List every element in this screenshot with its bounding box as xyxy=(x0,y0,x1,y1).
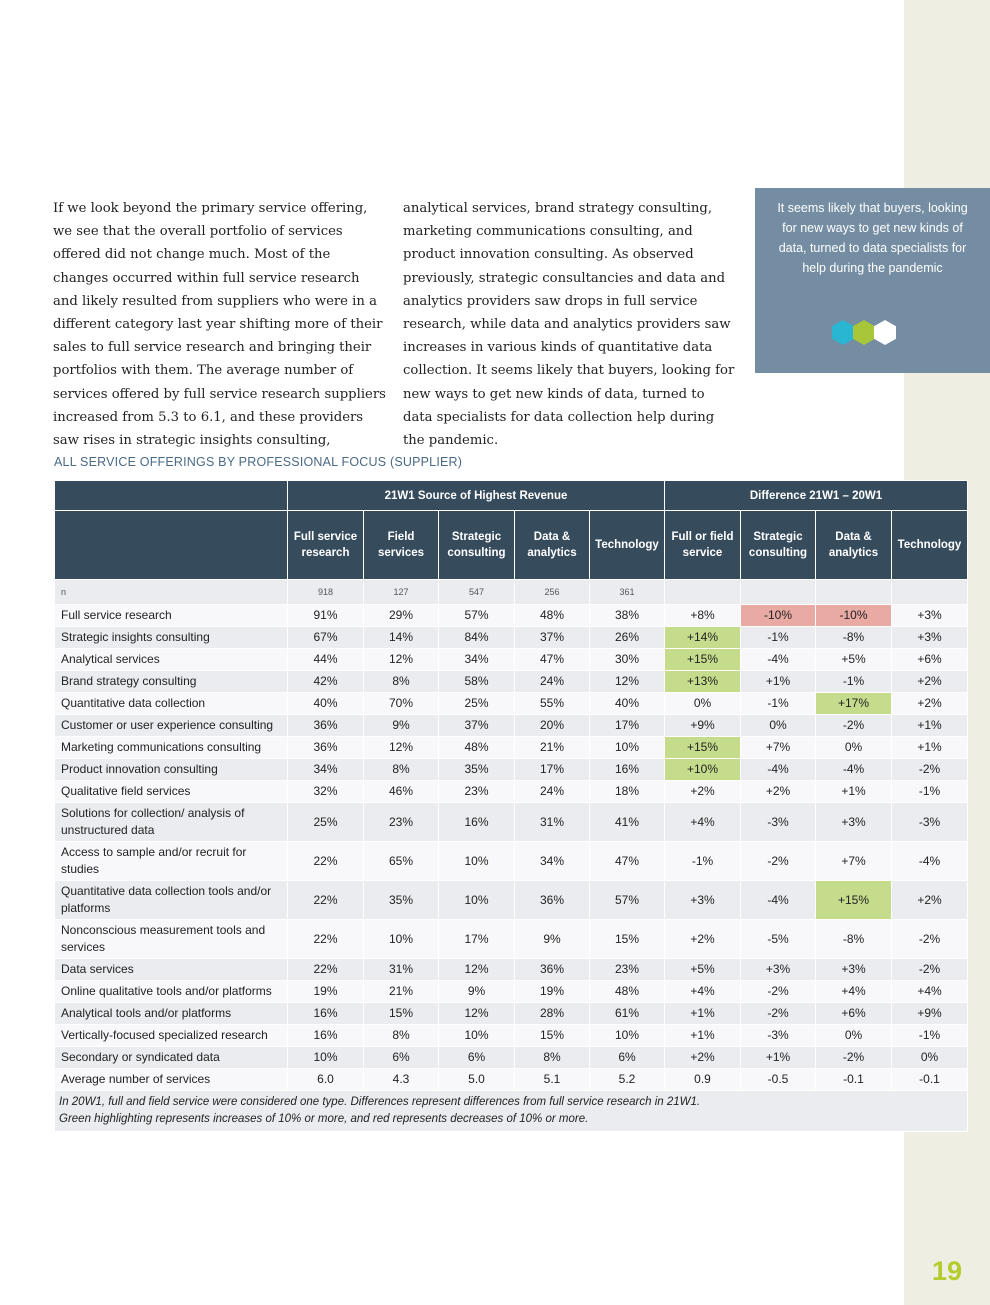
table-row xyxy=(55,981,968,1003)
table-row xyxy=(55,605,968,627)
table-cell: 10% xyxy=(590,737,665,759)
row-label: Analytical tools and/or platforms xyxy=(55,1003,288,1025)
column-header: Data & analytics xyxy=(816,511,892,580)
table-cell: 24% xyxy=(515,671,590,693)
row-label: Online qualitative tools and/or platforms xyxy=(55,981,288,1003)
table-cell: 23% xyxy=(590,959,665,981)
table-cell: -5% xyxy=(741,920,816,959)
table-cell: 8% xyxy=(515,1047,590,1069)
table-cell: 29% xyxy=(364,605,439,627)
hexagon-icon xyxy=(832,320,854,345)
row-label: Strategic insights consulting xyxy=(55,627,288,649)
table-cell: 12% xyxy=(364,737,439,759)
table-cell: +1% xyxy=(665,1003,741,1025)
table-cell: -1% xyxy=(741,627,816,649)
table-cell: 19% xyxy=(288,981,364,1003)
table-cell: +2% xyxy=(892,671,968,693)
table-cell: 36% xyxy=(288,737,364,759)
table-cell: -2% xyxy=(741,842,816,881)
table-cell: -8% xyxy=(816,627,892,649)
table-cell: 9% xyxy=(515,920,590,959)
table-cell: 15% xyxy=(364,1003,439,1025)
table-cell: 30% xyxy=(590,649,665,671)
row-label-header xyxy=(55,511,288,580)
table-cell: -0.1 xyxy=(892,1069,968,1091)
table-cell: +3% xyxy=(665,881,741,920)
table-row xyxy=(55,1047,968,1069)
table-cell: +2% xyxy=(892,693,968,715)
table-cell: 10% xyxy=(439,1025,515,1047)
column-header: Full service research xyxy=(288,511,364,580)
table-cell: 37% xyxy=(515,627,590,649)
table-cell: 36% xyxy=(288,715,364,737)
table-cell: 58% xyxy=(439,671,515,693)
table-cell: 36% xyxy=(515,881,590,920)
table-cell: 70% xyxy=(364,693,439,715)
table-cell: 65% xyxy=(364,842,439,881)
table-cell: 15% xyxy=(515,1025,590,1047)
table-cell: 35% xyxy=(364,881,439,920)
table-cell: 31% xyxy=(515,803,590,842)
table-note: In 20W1, full and field service were considered one type. Differences represent differences from full service research in 21W1. xyxy=(59,1096,701,1108)
group-header-difference: Difference 21W1 – 20W1 xyxy=(665,481,968,511)
table-cell: 26% xyxy=(590,627,665,649)
table-cell: +10% xyxy=(665,759,741,781)
table-cell: 48% xyxy=(439,737,515,759)
table-cell: 38% xyxy=(590,605,665,627)
table-cell: 42% xyxy=(288,671,364,693)
row-label: Solutions for collection/ analysis of unstructured data xyxy=(55,803,288,842)
table-cell: -1% xyxy=(741,693,816,715)
table-cell: 40% xyxy=(288,693,364,715)
table-cell: +4% xyxy=(892,981,968,1003)
sample-size-row xyxy=(55,580,968,605)
table-cell: -0.5 xyxy=(741,1069,816,1091)
table-cell: -3% xyxy=(741,803,816,842)
row-label: Customer or user experience consulting xyxy=(55,715,288,737)
table-cell: 10% xyxy=(364,920,439,959)
table-cell: +1% xyxy=(741,671,816,693)
table-cell: 19% xyxy=(515,981,590,1003)
row-label: Average number of services xyxy=(55,1069,288,1091)
table-cell: 9% xyxy=(364,715,439,737)
table-cell: +6% xyxy=(816,1003,892,1025)
table-row xyxy=(55,671,968,693)
table-row xyxy=(55,759,968,781)
n-value: 256 xyxy=(515,580,590,605)
table-cell: 24% xyxy=(515,781,590,803)
column-header: Data & analytics xyxy=(515,511,590,580)
n-value xyxy=(741,580,816,605)
n-value: 918 xyxy=(288,580,364,605)
table-cell: 5.2 xyxy=(590,1069,665,1091)
table-cell: 31% xyxy=(364,959,439,981)
table-row xyxy=(55,881,968,920)
table-cell: -1% xyxy=(892,781,968,803)
table-cell: -2% xyxy=(892,959,968,981)
table-cell: 17% xyxy=(590,715,665,737)
n-value xyxy=(816,580,892,605)
table-cell: 16% xyxy=(288,1003,364,1025)
table-cell: +2% xyxy=(665,781,741,803)
table-cell: 28% xyxy=(515,1003,590,1025)
table-row xyxy=(55,1025,968,1047)
table-cell: +1% xyxy=(892,737,968,759)
table-cell: -4% xyxy=(892,842,968,881)
table-cell: +14% xyxy=(665,627,741,649)
table-cell: 23% xyxy=(364,803,439,842)
table-cell: +15% xyxy=(816,881,892,920)
table-cell: 23% xyxy=(439,781,515,803)
table-cell: +5% xyxy=(665,959,741,981)
row-label: Vertically-focused specialized research xyxy=(55,1025,288,1047)
table-cell: 57% xyxy=(590,881,665,920)
n-value: 361 xyxy=(590,580,665,605)
table-cell: -1% xyxy=(665,842,741,881)
table-cell: -10% xyxy=(816,605,892,627)
column-header: Full or field service xyxy=(665,511,741,580)
table-cell: 16% xyxy=(439,803,515,842)
table-cell: 20% xyxy=(515,715,590,737)
column-header: Technology xyxy=(590,511,665,580)
table-cell: 10% xyxy=(590,1025,665,1047)
table-cell: 12% xyxy=(364,649,439,671)
table-row xyxy=(55,649,968,671)
table-cell: -1% xyxy=(892,1025,968,1047)
table-cell: +3% xyxy=(892,605,968,627)
table-cell: 10% xyxy=(439,881,515,920)
table-cell: 48% xyxy=(515,605,590,627)
table-notes xyxy=(55,1091,968,1132)
table-cell: +5% xyxy=(816,649,892,671)
table-cell: +1% xyxy=(816,781,892,803)
table-cell: +8% xyxy=(665,605,741,627)
row-label: Secondary or syndicated data xyxy=(55,1047,288,1069)
table-cell: 25% xyxy=(288,803,364,842)
table-cell: 46% xyxy=(364,781,439,803)
row-label: Access to sample and/or recruit for studies xyxy=(55,842,288,881)
table-cell: 0% xyxy=(665,693,741,715)
row-label: Nonconscious measurement tools and services xyxy=(55,920,288,959)
body-text-column-2: analytical services, brand strategy consulting, marketing communications consulting, and product innovation consulting. As observed previously, strategic consultancies and data and analytics providers saw drops in full service research, while data and analytics providers saw increases in various kinds of quantitative data collection. It seems likely that buyers, looking for new ways to get new kinds of data, turned to data specialists for data collection help during the pandemic. xyxy=(403,201,735,449)
table-cell: +7% xyxy=(741,737,816,759)
row-label: Quantitative data collection xyxy=(55,693,288,715)
n-value xyxy=(665,580,741,605)
table-cell: +2% xyxy=(892,881,968,920)
column-header: Field services xyxy=(364,511,439,580)
table-cell: 48% xyxy=(590,981,665,1003)
table-cell: 17% xyxy=(515,759,590,781)
table-cell: +2% xyxy=(741,781,816,803)
n-value xyxy=(892,580,968,605)
corner-header xyxy=(55,481,288,511)
column-header: Strategic consulting xyxy=(741,511,816,580)
n-value: 127 xyxy=(364,580,439,605)
table-row xyxy=(55,1003,968,1025)
table-cell: 5.0 xyxy=(439,1069,515,1091)
table-cell: 21% xyxy=(364,981,439,1003)
table-cell: 8% xyxy=(364,671,439,693)
table-cell: +1% xyxy=(665,1025,741,1047)
table-cell: +6% xyxy=(892,649,968,671)
table-cell: 6% xyxy=(364,1047,439,1069)
table-cell: -2% xyxy=(816,715,892,737)
table-cell: +3% xyxy=(892,627,968,649)
table-cell: 0% xyxy=(741,715,816,737)
table-cell: -2% xyxy=(892,920,968,959)
hexagon-icon xyxy=(874,320,896,345)
table-cell: 8% xyxy=(364,759,439,781)
table-cell: +1% xyxy=(741,1047,816,1069)
table-cell: +4% xyxy=(665,981,741,1003)
table-cell: 12% xyxy=(439,1003,515,1025)
table-cell: 55% xyxy=(515,693,590,715)
table-cell: 22% xyxy=(288,920,364,959)
table-cell: -4% xyxy=(816,759,892,781)
table-cell: 6% xyxy=(590,1047,665,1069)
table-cell: +2% xyxy=(665,1047,741,1069)
table-cell: +4% xyxy=(665,803,741,842)
row-label: Data services xyxy=(55,959,288,981)
table-cell: 32% xyxy=(288,781,364,803)
table-cell: 57% xyxy=(439,605,515,627)
row-label: Product innovation consulting xyxy=(55,759,288,781)
table-cell: +15% xyxy=(665,737,741,759)
table-cell: 6% xyxy=(439,1047,515,1069)
table-cell: 22% xyxy=(288,959,364,981)
table-cell: +9% xyxy=(665,715,741,737)
n-value: 547 xyxy=(439,580,515,605)
table-cell: -2% xyxy=(741,1003,816,1025)
table-row xyxy=(55,842,968,881)
table-cell: +3% xyxy=(816,959,892,981)
table-cell: 15% xyxy=(590,920,665,959)
table-cell: +3% xyxy=(816,803,892,842)
table-cell: 35% xyxy=(439,759,515,781)
table-row xyxy=(55,737,968,759)
table-cell: +1% xyxy=(892,715,968,737)
table-cell: 14% xyxy=(364,627,439,649)
table-row xyxy=(55,693,968,715)
table-cell: -8% xyxy=(816,920,892,959)
table-cell: 17% xyxy=(439,920,515,959)
table-cell: +7% xyxy=(816,842,892,881)
table-cell: 10% xyxy=(439,842,515,881)
table-cell: 18% xyxy=(590,781,665,803)
table-cell: +15% xyxy=(665,649,741,671)
table-cell: 34% xyxy=(288,759,364,781)
table-cell: 22% xyxy=(288,842,364,881)
table-cell: 67% xyxy=(288,627,364,649)
table-cell: +13% xyxy=(665,671,741,693)
table-cell: -4% xyxy=(741,881,816,920)
row-label: Analytical services xyxy=(55,649,288,671)
row-label: Brand strategy consulting xyxy=(55,671,288,693)
table-cell: 25% xyxy=(439,693,515,715)
table-cell: 36% xyxy=(515,959,590,981)
row-label: Full service research xyxy=(55,605,288,627)
table-cell: 91% xyxy=(288,605,364,627)
table-row xyxy=(55,781,968,803)
column-header: Technology xyxy=(892,511,968,580)
table-row xyxy=(55,803,968,842)
table-cell: -2% xyxy=(892,759,968,781)
table-cell: -3% xyxy=(741,1025,816,1047)
group-header-revenue: 21W1 Source of Highest Revenue xyxy=(288,481,665,511)
table-cell: 16% xyxy=(590,759,665,781)
table-cell: +17% xyxy=(816,693,892,715)
table-cell: 34% xyxy=(439,649,515,671)
table-cell: 0% xyxy=(892,1047,968,1069)
table-cell: -3% xyxy=(892,803,968,842)
table-cell: 4.3 xyxy=(364,1069,439,1091)
table-cell: 8% xyxy=(364,1025,439,1047)
table-cell: 10% xyxy=(288,1047,364,1069)
table-cell: -0.1 xyxy=(816,1069,892,1091)
table-cell: -1% xyxy=(816,671,892,693)
table-title: ALL SERVICE OFFERINGS BY PROFESSIONAL FOCUS (SUPPLIER) xyxy=(54,455,463,469)
callout-box xyxy=(755,188,990,373)
table-row xyxy=(55,920,968,959)
table-cell: 84% xyxy=(439,627,515,649)
table-row xyxy=(55,715,968,737)
table-cell: 0% xyxy=(816,737,892,759)
row-label: Qualitative field services xyxy=(55,781,288,803)
table-cell: 5.1 xyxy=(515,1069,590,1091)
body-text-column-1: If we look beyond the primary service offering, we see that the overall portfolio of services offered did not change much. Most of the changes occurred within full service research and likely resulted from suppliers who were in a different category last year shifting more of their sales to full service research and bringing their portfolios with them. The average number of services offered by full service research suppliers increased from 5.3 to 6.1, and these providers saw rises in strategic insights consulting, xyxy=(53,201,386,449)
table-cell: 0.9 xyxy=(665,1069,741,1091)
table-cell: +3% xyxy=(741,959,816,981)
hexagon-decoration xyxy=(832,320,902,346)
table-row xyxy=(55,959,968,981)
n-label: n xyxy=(55,580,288,605)
table-cell: -10% xyxy=(741,605,816,627)
table-cell: 12% xyxy=(590,671,665,693)
table-cell: +4% xyxy=(816,981,892,1003)
table-cell: 12% xyxy=(439,959,515,981)
column-header: Strategic consulting xyxy=(439,511,515,580)
row-label: Quantitative data collection tools and/or platforms xyxy=(55,881,288,920)
table-cell: 6.0 xyxy=(288,1069,364,1091)
service-offerings-table xyxy=(54,480,968,1132)
table-cell: 9% xyxy=(439,981,515,1003)
table-cell: 47% xyxy=(590,842,665,881)
table-cell: 61% xyxy=(590,1003,665,1025)
table-cell: 22% xyxy=(288,881,364,920)
table-cell: 37% xyxy=(439,715,515,737)
table-cell: 21% xyxy=(515,737,590,759)
callout-text: It seems likely that buyers, looking for new ways to get new kinds of data, turned to data specialists for help during the pandemic xyxy=(777,201,968,275)
hexagon-icon xyxy=(853,320,875,345)
table-cell: +9% xyxy=(892,1003,968,1025)
table-body xyxy=(55,580,968,1091)
table-cell: 41% xyxy=(590,803,665,842)
table-cell: -2% xyxy=(741,981,816,1003)
table-cell: -4% xyxy=(741,759,816,781)
table-cell: 40% xyxy=(590,693,665,715)
table-cell: 47% xyxy=(515,649,590,671)
table-cell: -4% xyxy=(741,649,816,671)
table-cell: 0% xyxy=(816,1025,892,1047)
table-cell: 44% xyxy=(288,649,364,671)
table-cell: -2% xyxy=(816,1047,892,1069)
table-row xyxy=(55,1069,968,1091)
table-note: Green highlighting represents increases of 10% or more, and red represents decreases of 10% or more. xyxy=(59,1113,589,1125)
page-number: 19 xyxy=(931,1256,963,1286)
table-cell: +2% xyxy=(665,920,741,959)
table-cell: 16% xyxy=(288,1025,364,1047)
table-row xyxy=(55,627,968,649)
table-cell: 34% xyxy=(515,842,590,881)
row-label: Marketing communications consulting xyxy=(55,737,288,759)
